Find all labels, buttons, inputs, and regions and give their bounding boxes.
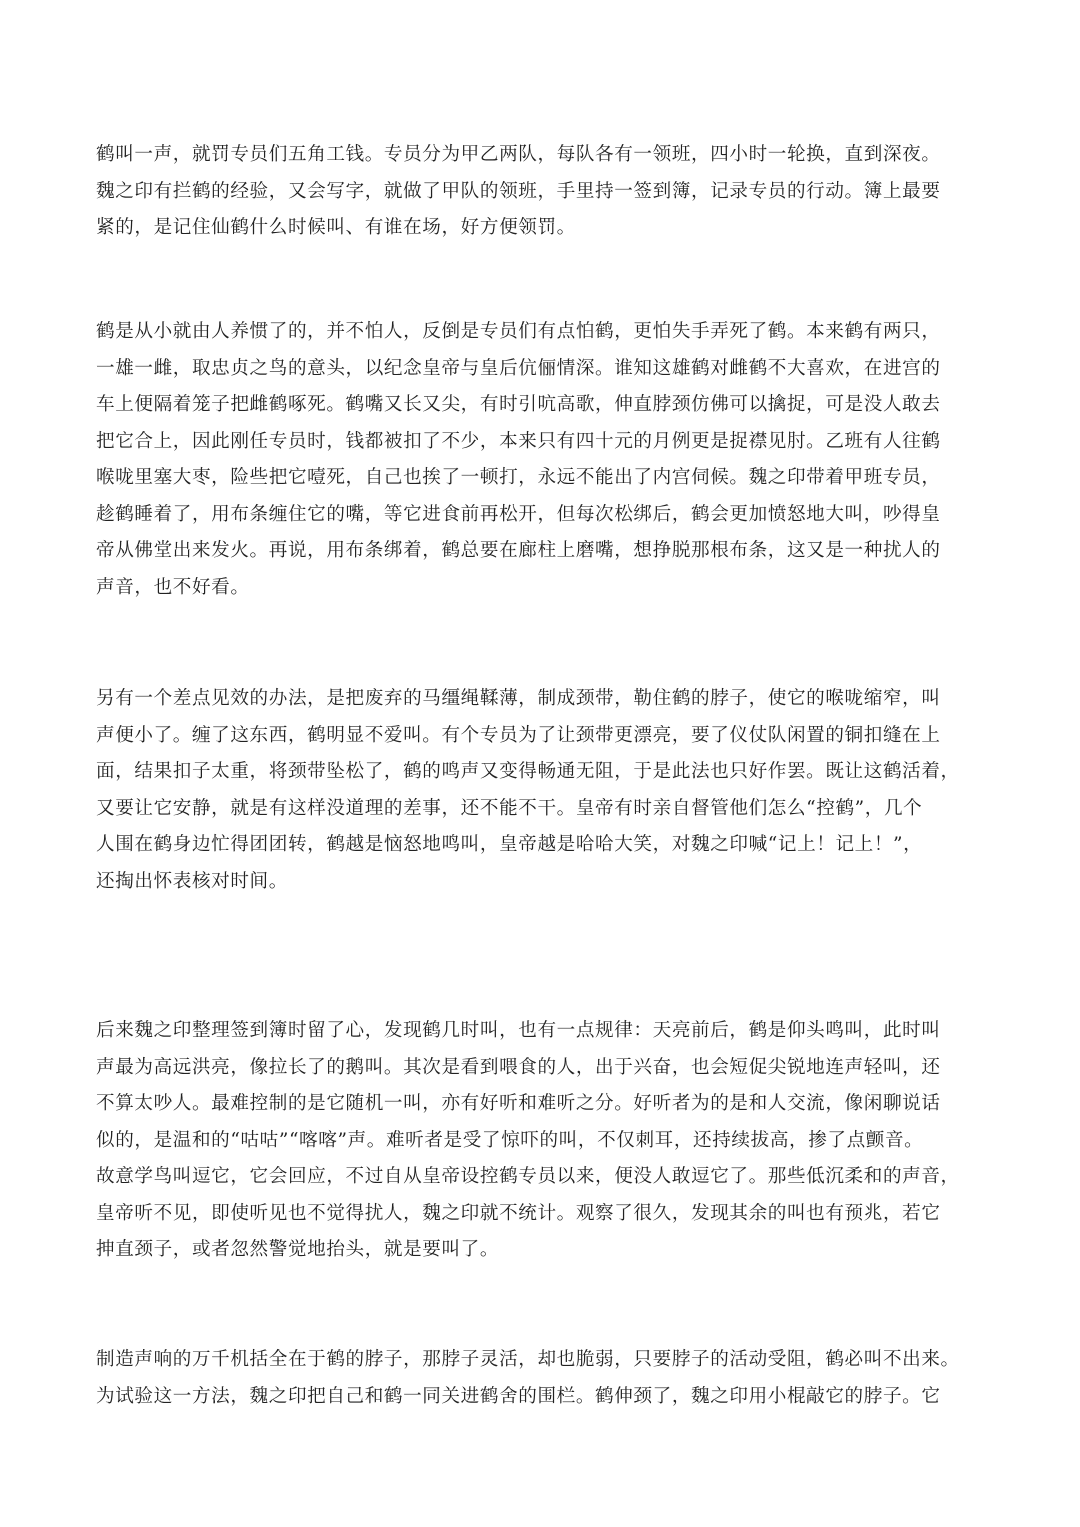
paragraph-1: 鹤叫一声，就罚专员们五角工钱。专员分为甲乙两队，每队各有一领班，四小时一轮换，直到深夜。 魏之印有拦鹤的经验，又会写字，就做了甲队的领班，手里持一签到簿，记录专员的行动。簿上最要 紧的，是记住仙鹤什么时候叫、有谁在场，好方便领罚。 — [96, 144, 941, 238]
paragraph-4: 后来魏之印整理签到簿时留了心，发现鹤几时叫，也有一点规律：天亮前后，鹤是仰头鸣叫，此时叫 声最为高远洪亮，像拉长了的鹅叫。其次是看到喂食的人，出于兴奋，也会短促尖锐地连声轻叫，还 不算太吵人。最难控制的是它随机一叫，亦有好听和难听之分。好听者为的是和人交流，像闲聊说话 似的，是温和的“咕咕”“喀喀”声。难听者是受了惊吓的叫，不仅刺耳，还持续拔高，掺了点颤音。 故意学鸟叫逗它，它会回应，不过自从皇帝设控鹤专员以来，便没人敢逗它了。那些低沉柔和的声音， 皇帝听不见，即使听见也不觉得扰人，魏之印就不统计。观察了很久，发现其余的叫也有预兆，若它 抻直颈子，或者忽然警觉地抬头，就是要叫了。 — [96, 1020, 960, 1260]
paragraph-2: 鹤是从小就由人养惯了的，并不怕人，反倒是专员们有点怕鹤，更怕失手弄死了鹤。本来鹤有两只， 一雄一雌，取忠贞之鸟的意头，以纪念皇帝与皇后伉俪情深。谁知这雄鹤对雌鹤不大喜欢，在进宫的 车上便隔着笼子把雌鹤啄死。鹤嘴又长又尖，有时引吭高歌，伸直脖颈仿佛可以擒捉，可是没人敢去 把它合上，因此刚任专员时，钱都被扣了不少，本来只有四十元的月例更是捉襟见肘。乙班有人往鹤 喉咙里塞大枣，险些把它噎死，自己也挨了一顿打，永远不能出了内宫伺候。魏之印带着甲班专员， 趁鹤睡着了，用布条缠住它的嘴，等它进食前再松开，但每次松绑后，鹤会更加愤怒地大叫，吵得皇 帝从佛堂出来发火。再说，用布条绑着，鹤总要在廊柱上磨嘴，想挣脱那根布条，这又是一种扰人的 声音，也不好看。 — [96, 321, 941, 598]
paragraph-3: 另有一个差点见效的办法，是把废弃的马缰绳鞣薄，制成颈带，勒住鹤的脖子，使它的喉咙缩窄，叫 声便小了。缠了这东西，鹤明显不爱叫。有个专员为了让颈带更漂亮，要了仪仗队闲置的铜扣缝在上 面，结果扣子太重，将颈带坠松了，鹤的鸣声又变得畅通无阻，于是此法也只好作罢。既让这鹤活着， 又要让它安静，就是有这样没道理的差事，还不能不干。皇帝有时亲自督管他们怎么“控鹤”，几个 人围在鹤身边忙得团团转，鹤越是恼怒地鸣叫，皇帝越是哈哈大笑，对魏之印喊“记上！记上！”， 还掏出怀表核对时间。 — [96, 688, 960, 892]
paragraph-5: 制造声响的万千机括全在于鹤的脖子，那脖子灵活，却也脆弱，只要脖子的活动受阻，鹤必叫不出来。 为试验这一方法，魏之印把自己和鹤一同关进鹤舍的围栏。鹤伸颈了，魏之印用小棍敲它的脖子。它 — [96, 1349, 960, 1407]
